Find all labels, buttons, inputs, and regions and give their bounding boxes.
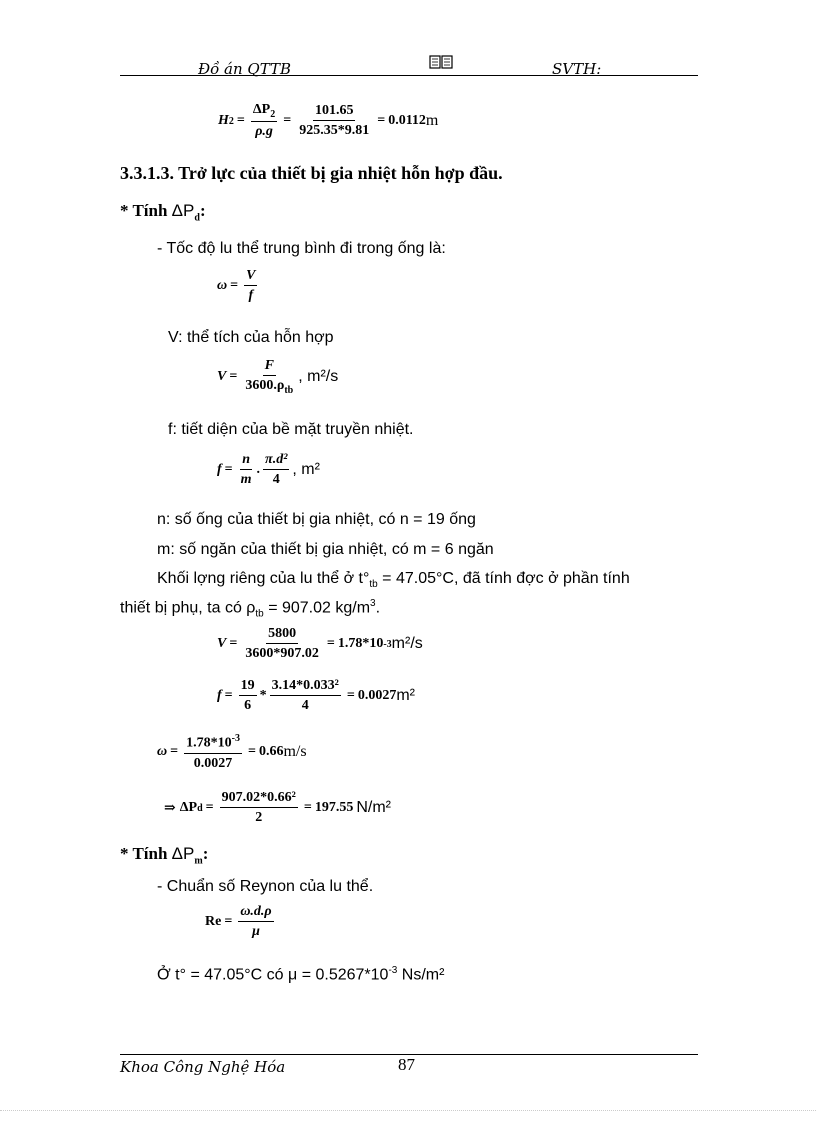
page-number: 87 <box>398 1055 415 1074</box>
paragraph-volume: V: thể tích của hỗn hợp <box>168 329 334 346</box>
calc-area: f = $\frac{19}{6}$ * $\frac{\text{3.14*0.033²}}{4}$ = 0.0027 m² <box>217 678 415 714</box>
footer-faculty: Khoa Công Nghệ Hóa <box>120 1058 286 1076</box>
section-title: 3.3.1.3. Trở lực của thiết bị gia nhiệt hỗn hợp đầu. <box>120 163 503 183</box>
subheading-delta-pm: * Tính $\Delta P_m$: <box>120 844 209 867</box>
paragraph-viscosity: Ở t° = 47.05°C có $\mu = 0.5267*10^{-3}$ Ns/m² <box>157 965 445 984</box>
equation-area: f = $\frac{n}{m}$ . $\frac{\text{π.d²}}{4}$ , m² <box>217 452 320 488</box>
paragraph-reynolds: - Chuẩn số Reynon của lu thể. <box>157 878 374 895</box>
calc-omega: ω = $\frac{1.78*10^{-3}}{0.0027}$ = 0.66 m/s <box>157 733 307 771</box>
paragraph-compartments: m: số ngăn của thiết bị gia nhiệt, có m = 6 ngăn <box>157 541 494 558</box>
open-book-icon <box>429 54 453 75</box>
subheading-delta-pd: * Tính $\Delta P_d$: <box>120 201 206 224</box>
header-rule <box>120 75 698 76</box>
paragraph-tubes: n: số ống của thiết bị gia nhiệt, có n = 19 ống <box>157 511 476 528</box>
header-student: SVTH: <box>552 60 602 78</box>
equation-h2: H 2 = $\frac{\Delta P_2}{\rho.g}$ = $\frac{101.65}{925.35*9.81}$ = 0.0112 m <box>218 102 439 140</box>
header-doc-title: Đồ án QTTB <box>198 60 292 78</box>
calc-volume: V = $\frac{5800}{3600*907.02}$ = 1.78*10 -3 m²/s <box>217 626 423 662</box>
calc-delta-pd: ⇒ ΔP d = $\frac{\text{907.02*0.66²}}{2}$ = 197.55 N/m² <box>164 790 391 826</box>
equation-volume: V = $\frac{F}{3600.\rho_{tb}}$ , m²/s <box>217 358 339 396</box>
equation-reynolds: Re = $\frac{\omega.d.\rho}{\mu}$ <box>205 904 272 940</box>
equation-omega: ω = $\frac{V}{f}$ <box>217 268 256 304</box>
paragraph-density-2: thiết bị phụ, ta có $\rho_{tb} = 907.02$ $kg/m^3$. <box>120 598 381 620</box>
paragraph-velocity: - Tốc độ lu thể trung bình đi trong ống là: <box>157 240 446 257</box>
page-edge <box>0 1110 816 1111</box>
paragraph-density-1: Khối lợng riêng của lu thể ở $t^\circ_{tb} = 47.05^\circ C$, đã tính đợc ở phần tính <box>157 570 630 591</box>
paragraph-area: f: tiết diện của bề mặt truyền nhiệt. <box>168 421 414 438</box>
